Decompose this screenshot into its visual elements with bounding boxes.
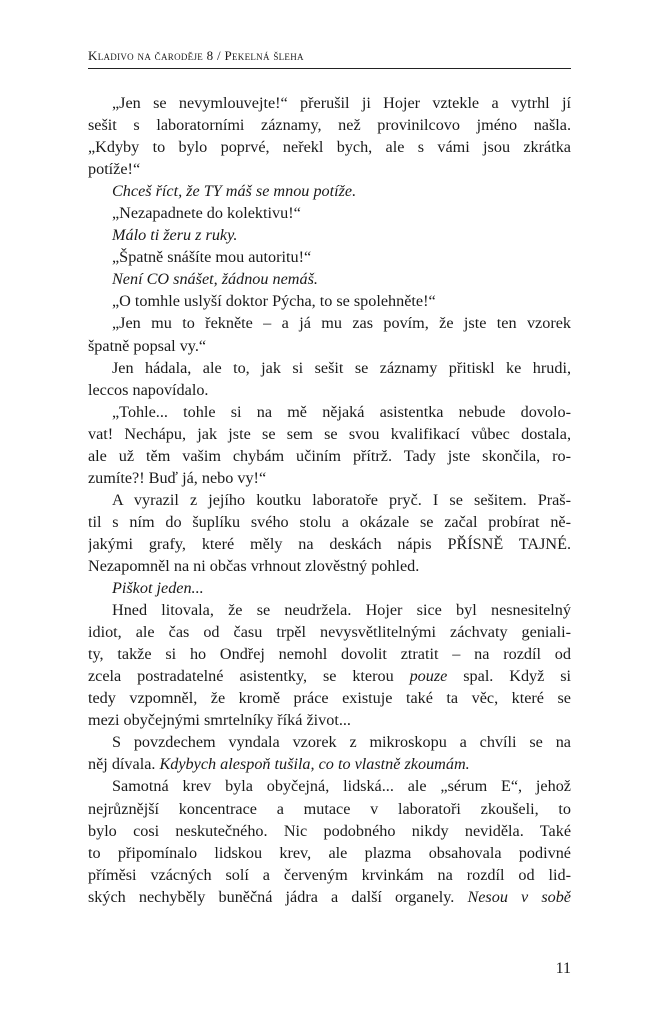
- header-rule: [88, 68, 571, 69]
- text-run: spal. Když si: [447, 667, 571, 686]
- text-line: Nezapomněl na ni občas vrhnout zlověstný pohled.: [88, 556, 420, 575]
- text-run: zcela postradatelné asistentky, se kterou: [88, 667, 410, 686]
- emphasis-run: Kdybych alespoň tušila, co to vlastně zkoumám.: [159, 755, 470, 774]
- text-line: ale už těm vašim chybám učiním přítrž. Tady jste skončila, ro-: [88, 446, 571, 465]
- text-line: „Tohle... tohle si na mě nějaká asistentka nebude dovolo-: [112, 402, 571, 421]
- text-line: Chceš říct, že TY máš se mnou potíže.: [112, 182, 357, 201]
- text-line: S povzdechem vyndala vzorek z mikroskopu a chvíli se na: [112, 733, 571, 752]
- text-line: Jen hádala, ale to, jak si sešit se záznamy přitiskl ke hrudi,: [112, 358, 571, 377]
- text-line: ty, takže si ho Ondřej nemohl dovolit ztratit – na rozdíl od: [88, 645, 571, 664]
- running-header: [88, 48, 571, 68]
- text-line: příměsi vzácných solí a červeným krvinkám na rozdíl od lid-: [88, 865, 571, 884]
- text-line: A vyrazil z jejího koutku laboratoře pryč. I se sešitem. Praš-: [112, 490, 571, 509]
- text-line: Není CO snášet, žádnou nemáš.: [112, 270, 318, 289]
- text-line: „O tomhle uslyší doktor Pýcha, to se spolehněte!“: [112, 292, 436, 311]
- text-line: Samotná krev byla obyčejná, lidská... ale „sérum E“, jehož: [112, 777, 571, 796]
- text-run: něj dívala.: [88, 755, 160, 774]
- text-line: zumíte?! Buď já, nebo vy!“: [88, 468, 267, 487]
- text-line: Piškot jeden...: [112, 579, 204, 598]
- text-line: Málo ti žeru z ruky.: [112, 226, 238, 245]
- emphasis-run: Nesou v sobě: [467, 887, 571, 906]
- text-line: „Jen mu to řekněte – a já mu zas povím, že jste ten vzorek: [112, 314, 571, 333]
- running-title: Kladivo na čaroděje 8 / Pekelná šleha: [88, 48, 304, 63]
- text-line: to připomínalo lidskou krev, ale plazma obsahovala podivné: [88, 843, 571, 862]
- text-line: bylo cosi neskutečného. Nic podobného nikdy neviděla. Také: [88, 821, 571, 840]
- page-number: 11: [555, 960, 571, 977]
- text-line: potíže!“: [88, 160, 141, 179]
- text-line: mezi obyčejnými smrtelníky říká život...: [88, 711, 351, 730]
- text-line: til s ním do šuplíku svého stolu a okázale se začal probírat ně-: [88, 512, 571, 531]
- text-line: tedy vzpomněl, že kromě práce existuje také ta věc, které se: [88, 689, 571, 708]
- text-line: [88, 753, 571, 775]
- text-line: idiot, ale čas od času trpěl nevysvětlitelnými záchvaty geniali-: [88, 623, 571, 642]
- emphasis-run: pouze: [409, 667, 448, 686]
- text-line: „Jen se nevymlouvejte!“ přerušil ji Hojer vztekle a vytrhl jí: [112, 94, 571, 112]
- body-text: [88, 92, 571, 908]
- text-line: jakými grafy, které měly na deskách nápis PŘÍSNĚ TAJNÉ.: [88, 534, 571, 553]
- text-line: „Kdyby to bylo poprvé, neřekl bych, ale s vámi jsou zkrátka: [88, 138, 571, 157]
- text-line: Hned litovala, že se neudržela. Hojer sice byl nesnesitelný: [112, 601, 571, 620]
- text-line: „Špatně snášíte mou autoritu!“: [112, 248, 312, 267]
- text-line: vat! Nechápu, jak jste se sem se svou kvalifikací vůbec dostala,: [88, 424, 571, 443]
- text-line: „Nezapadnete do kolektivu!“: [112, 204, 301, 223]
- text-line: sešit s laboratorními záznamy, než provinilcovo jméno našla.: [88, 116, 571, 135]
- text-line: nejrůznější koncentrace a mutace v laboratoři zkoušeli, to: [88, 799, 571, 818]
- text-line: špatně popsal vy.“: [88, 336, 207, 355]
- text-line: [88, 665, 571, 687]
- text-line: [88, 886, 571, 908]
- text-run: ských nechyběly buněčná jádra a další organely.: [88, 887, 468, 906]
- text-line: leccos napovídalo.: [88, 380, 209, 399]
